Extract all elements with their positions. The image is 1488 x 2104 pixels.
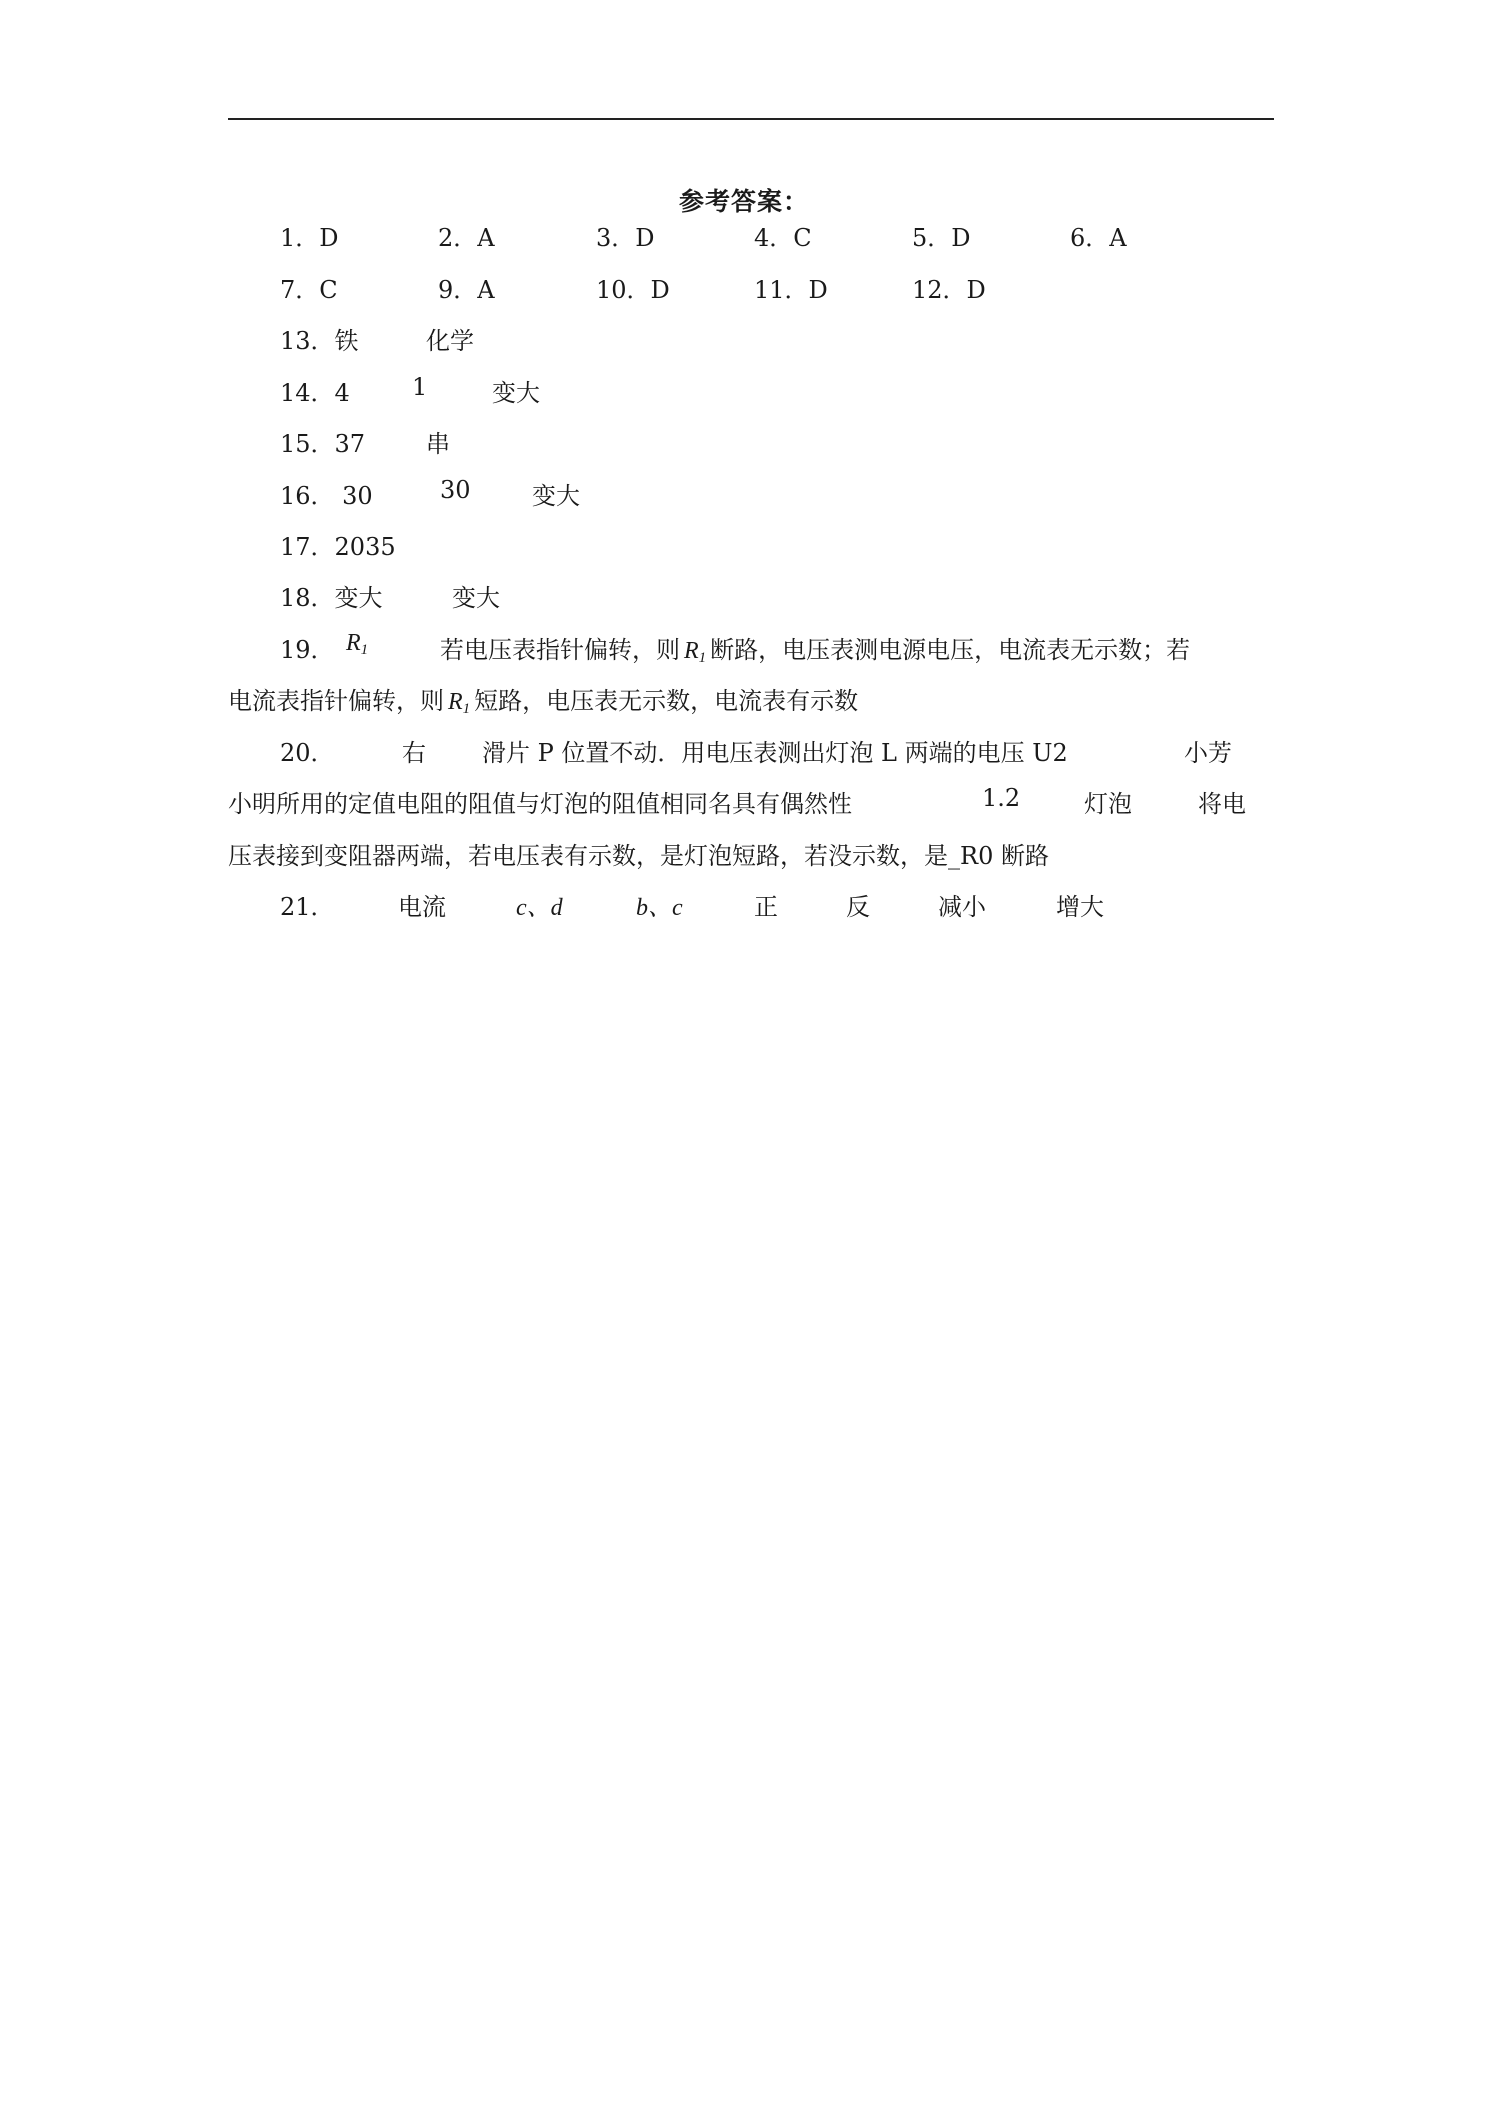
answer-20-line-3: 压表接到变阻器两端，若电压表有示数，是灯泡短路，若没示数，是_R0 断路	[228, 842, 1049, 870]
answer-19-text-1-pre: 若电压表指针偏转，则	[440, 636, 680, 664]
answer-14-a: 1	[412, 373, 428, 401]
answer-20-l2-b: 1.2	[982, 784, 1021, 812]
answer-21	[280, 887, 1270, 923]
answer-20-c: 小芳	[1184, 739, 1232, 767]
r-subscript: 1	[360, 642, 369, 658]
answer-3: 3．D	[596, 224, 655, 252]
answer-19-line-2	[228, 681, 858, 718]
answer-20-l2-d: 将电	[1198, 790, 1246, 818]
answer-18-a: 变大	[452, 584, 500, 612]
answer-21-c: b、c	[636, 895, 683, 921]
r-subscript-inline-2: 1	[462, 701, 471, 717]
answer-13-a: 化学	[426, 327, 474, 355]
answer-21-a: 电流	[398, 893, 446, 921]
answer-2: 2．A	[438, 224, 495, 252]
answer-20-num: 20．	[280, 739, 335, 767]
r-letter-inline-2: R	[448, 689, 463, 715]
answer-20-l2-a: 小明所用的定值电阻的阻值与灯泡的阻值相同名具有偶然性	[228, 790, 852, 818]
answer-4: 4．C	[754, 224, 812, 252]
answer-21-f: 减小	[938, 893, 986, 921]
answer-20-line-1	[280, 733, 1270, 769]
answer-14-num: 14．4	[280, 379, 350, 407]
answer-21-g: 增大	[1056, 893, 1104, 921]
answer-19-r1-inline-2	[448, 689, 470, 715]
answer-20-l2-c: 灯泡	[1084, 790, 1132, 818]
answer-14-b: 变大	[492, 379, 540, 407]
answer-19-text-1	[440, 630, 1190, 667]
answer-7: 7．C	[280, 276, 338, 304]
answer-18-num: 18．变大	[280, 584, 383, 612]
header-rule	[228, 118, 1274, 120]
answer-13-num: 13．铁	[280, 327, 359, 355]
answer-16-num: 16． 30	[280, 482, 373, 510]
answer-21-b: c、d	[516, 895, 563, 921]
answer-15-num: 15．37	[280, 430, 366, 458]
answer-1: 1．D	[280, 224, 339, 252]
answer-16-b: 变大	[532, 482, 580, 510]
answer-11: 11．D	[754, 276, 828, 304]
answer-19-text-1-post: 断路，电压表测电源电压，电流表无示数；若	[710, 636, 1191, 664]
answer-17-num: 17．2035	[280, 533, 396, 561]
answer-21-num: 21．	[280, 893, 335, 921]
answer-19-text-2-pre: 电流表指针偏转，则	[228, 687, 444, 715]
answer-10: 10．D	[596, 276, 670, 304]
answer-19-line-1	[280, 630, 1270, 666]
answer-19-r1-inline	[684, 638, 706, 664]
r-letter: R	[346, 630, 361, 656]
r-subscript-inline: 1	[698, 650, 707, 666]
answer-5: 5．D	[912, 224, 971, 252]
answer-12: 12．D	[912, 276, 986, 304]
answer-20-b: 滑片 P 位置不动．用电压表测出灯泡 L 两端的电压 U2	[482, 739, 1068, 767]
answer-19-num: 19．	[280, 636, 335, 664]
answer-9: 9．A	[438, 276, 495, 304]
answer-21-d: 正	[754, 893, 778, 921]
answer-20-line-2	[228, 784, 1274, 820]
answer-19-text-2-post: 短路，电压表无示数，电流表有示数	[474, 687, 859, 715]
answer-6: 6．A	[1070, 224, 1127, 252]
answer-15-a: 串	[426, 430, 450, 458]
answer-19-r1	[346, 630, 368, 659]
page-title: 参考答案：	[678, 187, 809, 216]
answer-16-a: 30	[440, 476, 471, 504]
answer-20-a: 右	[402, 739, 426, 767]
r-letter-inline: R	[684, 638, 699, 664]
answer-21-e: 反	[846, 893, 870, 921]
